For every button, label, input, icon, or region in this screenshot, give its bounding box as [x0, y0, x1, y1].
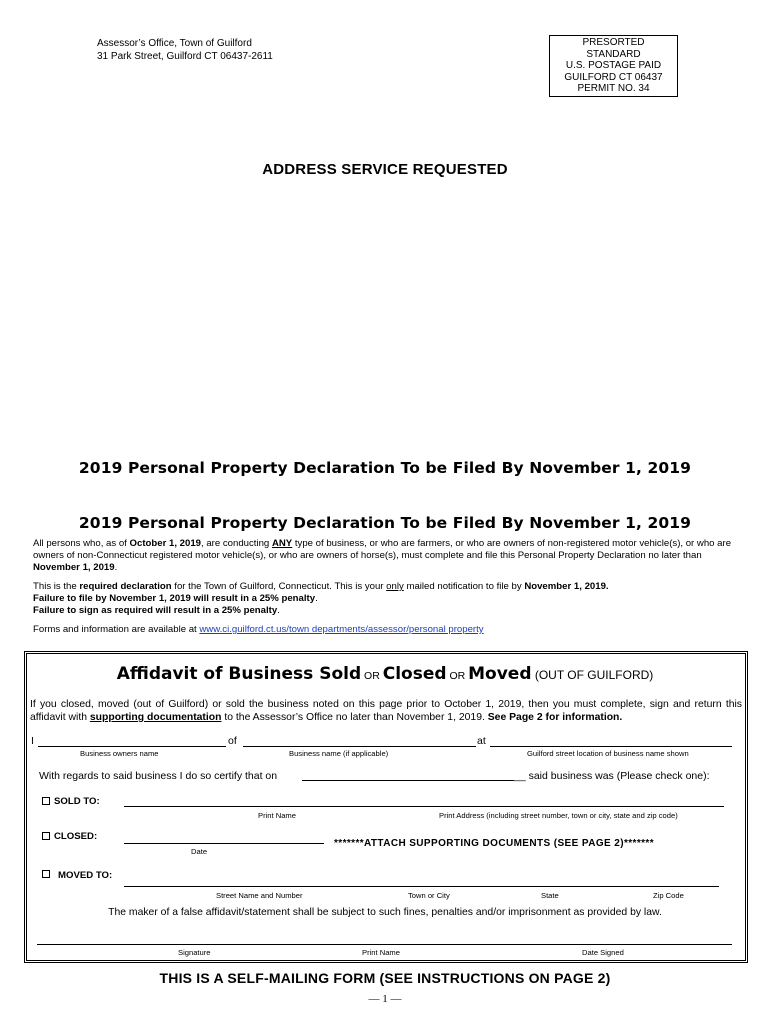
postage-line: U.S. POSTAGE PAID — [565, 60, 662, 72]
caption-owner-name: Business owners name — [80, 749, 159, 758]
i-label: I — [31, 735, 34, 747]
postage-indicia — [549, 35, 678, 97]
business-name-field[interactable] — [243, 746, 476, 747]
caption-print-address: Print Address (including street number, town or city, state and zip code) — [439, 811, 678, 820]
sold-to-field[interactable] — [124, 806, 724, 807]
of-label: of — [228, 735, 237, 747]
certify-date-field[interactable] — [302, 780, 514, 781]
business-location-field[interactable] — [490, 746, 732, 747]
assessor-website-link[interactable]: www.ci.guilford.ct.us/town departments/assessor/personal property — [199, 624, 484, 635]
address-service-requested: ADDRESS SERVICE REQUESTED — [262, 161, 508, 178]
sender-line-2: 31 Park Street, Guilford CT 06437-2611 — [97, 51, 273, 62]
caption-town: Town or City — [408, 891, 450, 900]
intro-paragraph-forms: Forms and information are available at www.ci.guilford.ct.us/town departments/assessor/personal property — [33, 624, 484, 635]
postage-line: STANDARD — [586, 48, 641, 60]
check-one-text: __ said business was (Please check one): — [514, 770, 710, 782]
moved-to-label: MOVED TO: — [58, 870, 113, 881]
intro-paragraph-1: All persons who, as of October 1, 2019, are conducting ANY type of business, or who are farmers, or who are owners of non-registered motor vehicle(s), or who are owners of non-Connecticut registered motor vehicle(s), or who are owners of horse(s), must complete and file this Personal Property Declaration no later than November 1, 2019. — [33, 538, 732, 573]
affidavit-title: Affidavit of Business Sold OR Closed OR Moved (OUT OF GUILFORD) — [116, 664, 654, 684]
caption-state: State — [541, 891, 559, 900]
closed-checkbox[interactable] — [42, 832, 50, 840]
caption-print-name: Print Name — [258, 811, 296, 820]
affidavit-instructions: If you closed, moved (out of Guilford) or sold the business noted on this page prior to October 1, 2019, then you must complete, sign and return this affidavit with supporting documentation to the Assessor’s Office no later than November 1, 2019. See Page 2 for information. — [30, 699, 742, 723]
closed-date-field[interactable] — [124, 843, 324, 844]
moved-to-field[interactable] — [124, 886, 719, 887]
certify-text: With regards to said business I do so certify that on — [39, 770, 278, 782]
attach-documents-notice: *******ATTACH SUPPORTING DOCUMENTS (SEE PAGE 2)******* — [334, 838, 654, 849]
caption-zip: Zip Code — [653, 891, 684, 900]
page-number: — 1 — — [368, 993, 402, 1005]
caption-date-signed: Date Signed — [582, 948, 624, 957]
business-owner-name-field[interactable] — [38, 746, 226, 747]
at-label: at — [477, 735, 486, 747]
signature-line[interactable] — [37, 944, 732, 945]
caption-business-location: Guilford street location of business name shown — [527, 749, 689, 758]
caption-signature: Signature — [178, 948, 211, 957]
declaration-title-repeat: 2019 Personal Property Declaration To be Filed By November 1, 2019 — [78, 514, 692, 532]
moved-to-checkbox[interactable] — [42, 870, 50, 878]
penalty-file: Failure to file by November 1, 2019 will result in a 25% penalty — [33, 593, 316, 604]
caption-street: Street Name and Number — [216, 891, 303, 900]
false-statement-warning: The maker of a false affidavit/statement shall be subject to such fines, penalties and/or imprisonment as provided by law. — [108, 907, 662, 918]
postage-line: PERMIT NO. 34 — [577, 83, 650, 95]
caption-date: Date — [191, 847, 208, 856]
postage-line: GUILFORD CT 06437 — [564, 71, 663, 83]
sold-to-label: SOLD TO: — [54, 796, 100, 807]
penalty-sign: Failure to sign as required will result in a 25% penalty — [33, 605, 278, 616]
self-mailing-notice: THIS IS A SELF-MAILING FORM (SEE INSTRUCTIONS ON PAGE 2) — [159, 970, 611, 986]
intro-paragraph-2: This is the required declaration for the Town of Guilford, Connecticut. This is your only mailed notification to file by November 1, 2019. Failure to file by November 1, 2019 will result in a 25% penalty. Failure to sign as required will result in a 25% penalty. — [33, 581, 609, 616]
sender-line-1: Assessor’s Office, Town of Guilford — [97, 38, 252, 49]
sender-address — [97, 37, 273, 63]
closed-label: CLOSED: — [54, 831, 98, 842]
declaration-title: 2019 Personal Property Declaration To be Filed By November 1, 2019 — [78, 459, 692, 477]
sold-to-checkbox[interactable] — [42, 797, 50, 805]
postage-line: PRESORTED — [582, 37, 645, 48]
caption-business-name: Business name (if applicable) — [289, 749, 389, 758]
caption-print-name-sign: Print Name — [362, 948, 400, 957]
